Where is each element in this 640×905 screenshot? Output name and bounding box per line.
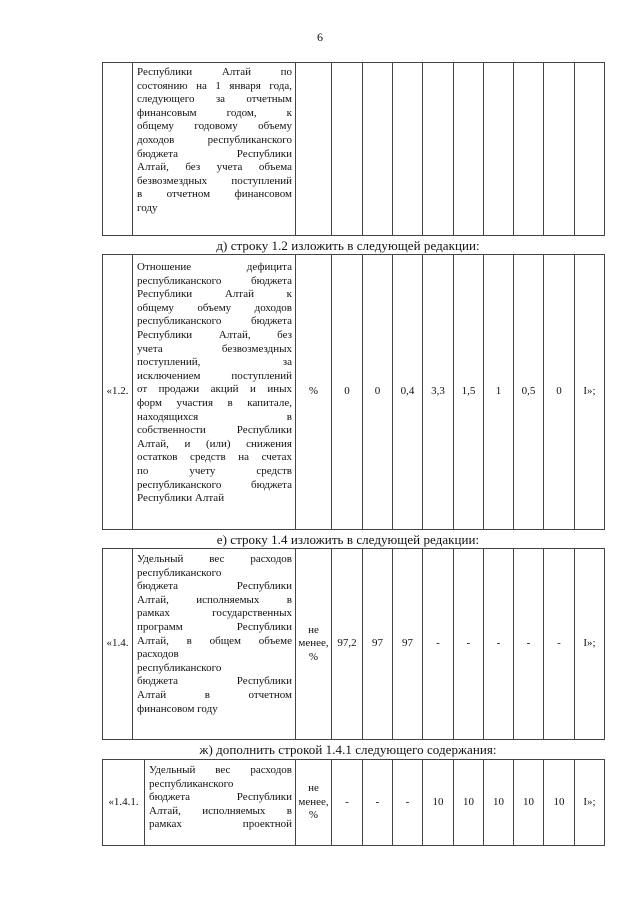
desc-line: Удельный вес расходов xyxy=(137,553,292,565)
desc-line: доходов республиканского xyxy=(137,133,292,146)
value-cell: 0 xyxy=(363,255,393,530)
desc-line: Алтай, и (или) снижения xyxy=(137,437,292,450)
desc-line: Алтай в отчетном xyxy=(137,688,292,701)
unit-line: % xyxy=(308,809,319,822)
value-cell: 97,2 xyxy=(332,549,363,740)
value-cell: 0 xyxy=(332,255,363,530)
row-number: «1.2. xyxy=(103,255,133,530)
instruction-e: е) строку 1.4 изложить в следующей редакции: xyxy=(216,532,480,547)
desc-line: программ Республики xyxy=(137,620,292,633)
desc-line: бюджета Республики xyxy=(137,675,292,688)
desc-line: состоянию на 1 января года, xyxy=(137,79,292,92)
desc-line: общему годовому объему xyxy=(137,120,292,133)
desc-line: исключением поступлений xyxy=(137,369,292,382)
desc-line: Алтай, без учета объема xyxy=(137,161,292,174)
value-cell: - xyxy=(514,549,544,740)
instruction-zh: ж) дополнить строкой 1.4.1 следующего содержания: xyxy=(199,742,497,757)
desc-line: Республики Алтай по xyxy=(137,66,292,78)
desc-line: Отношение дефицита xyxy=(137,261,292,273)
table-row xyxy=(103,549,605,740)
value-cell: - xyxy=(484,549,514,740)
desc-line: рамках государственных xyxy=(137,607,292,620)
desc-line: Республики Алтай xyxy=(137,492,225,505)
unit-line: не xyxy=(308,623,319,636)
desc-line: остатков средств на счетах xyxy=(137,451,292,464)
value-cell: 10 xyxy=(454,760,484,846)
desc-line: от продажи акций и иных xyxy=(137,383,292,396)
end-cell: I»; xyxy=(575,760,605,846)
desc-line: Алтай, исполняемых в xyxy=(149,804,292,817)
value-cell: 1 xyxy=(484,255,514,530)
instruction-d: д) строку 1.2 изложить в следующей редакции: xyxy=(216,238,480,253)
row-number: «1.4.1. xyxy=(103,760,145,846)
unit-line: менее, xyxy=(298,637,329,650)
desc-line: Алтай, в общем объеме xyxy=(137,634,292,647)
value-cell: 0,4 xyxy=(393,255,423,530)
value-cell: 1,5 xyxy=(454,255,484,530)
desc-line: бюджета Республики xyxy=(149,791,292,804)
value-cell: 3,3 xyxy=(423,255,454,530)
desc-line: республиканского бюджета xyxy=(137,478,292,491)
row-description xyxy=(133,549,296,740)
desc-line: учета безвозмездных xyxy=(137,342,292,355)
desc-line: финансовом году xyxy=(137,702,218,715)
unit-line: не xyxy=(308,782,319,795)
desc-line: бюджета Республики xyxy=(137,147,292,160)
desc-line: рамках проектной xyxy=(149,818,292,831)
end-cell: I»; xyxy=(575,255,605,530)
unit-cell xyxy=(296,549,332,740)
end-cell: I»; xyxy=(575,549,605,740)
unit-line: менее, xyxy=(298,795,329,808)
desc-line: по учету средств xyxy=(137,464,292,477)
row-number-cell xyxy=(103,63,133,236)
value-cell: 97 xyxy=(363,549,393,740)
desc-line: республиканского xyxy=(137,566,222,579)
desc-line: году xyxy=(137,201,158,214)
desc-line: Республики Алтай к xyxy=(137,288,292,301)
table-continuation xyxy=(102,62,605,236)
value-cell: - xyxy=(393,760,423,846)
desc-line: Алтай, исполняемых в xyxy=(137,593,292,606)
unit-cell xyxy=(296,760,332,846)
value-cell: - xyxy=(363,760,393,846)
desc-line: финансовым годом, к xyxy=(137,106,292,119)
value-cell: - xyxy=(423,549,454,740)
table-row-1-4 xyxy=(102,548,605,740)
row-number: «1.4. xyxy=(103,549,133,740)
desc-line: общему объему доходов xyxy=(137,301,292,314)
value-cell: 97 xyxy=(393,549,423,740)
desc-line: расходов xyxy=(137,648,179,661)
unit-cell: % xyxy=(296,255,332,530)
value-cell: 10 xyxy=(514,760,544,846)
desc-line: безвозмездных поступлений xyxy=(137,174,292,187)
table-row-1-4-1 xyxy=(102,759,605,846)
desc-line: Удельный вес расходов xyxy=(149,764,292,776)
value-cell: 10 xyxy=(544,760,575,846)
value-cell: - xyxy=(544,549,575,740)
row-description xyxy=(133,63,296,236)
row-description xyxy=(133,255,296,530)
table-row xyxy=(103,760,605,846)
desc-line: форм участия в капитале, xyxy=(137,396,292,409)
desc-line: следующего за отчетным xyxy=(137,93,292,106)
desc-line: республиканского xyxy=(149,777,234,790)
desc-line: республиканского xyxy=(137,661,222,674)
value-cell: 0 xyxy=(544,255,575,530)
desc-line: республиканского бюджета xyxy=(137,274,292,287)
value-cell: - xyxy=(454,549,484,740)
value-cell: - xyxy=(332,760,363,846)
desc-line: поступлений, за xyxy=(137,356,292,369)
table-row xyxy=(103,63,605,236)
row-description xyxy=(145,760,296,846)
desc-line: бюджета Республики xyxy=(137,580,292,593)
unit-line: % xyxy=(308,650,319,663)
table-row xyxy=(103,255,605,530)
desc-line: собственности Республики xyxy=(137,424,292,437)
desc-line: Республики Алтай, без xyxy=(137,328,292,341)
value-cell: 0,5 xyxy=(514,255,544,530)
desc-line: в отчетном финансовом xyxy=(137,188,292,201)
table-row-1-2 xyxy=(102,254,605,530)
desc-line: республиканского бюджета xyxy=(137,315,292,328)
desc-line: находящихся в xyxy=(137,410,292,423)
page-number: 6 xyxy=(317,30,323,44)
value-cell: 10 xyxy=(423,760,454,846)
value-cell: 10 xyxy=(484,760,514,846)
